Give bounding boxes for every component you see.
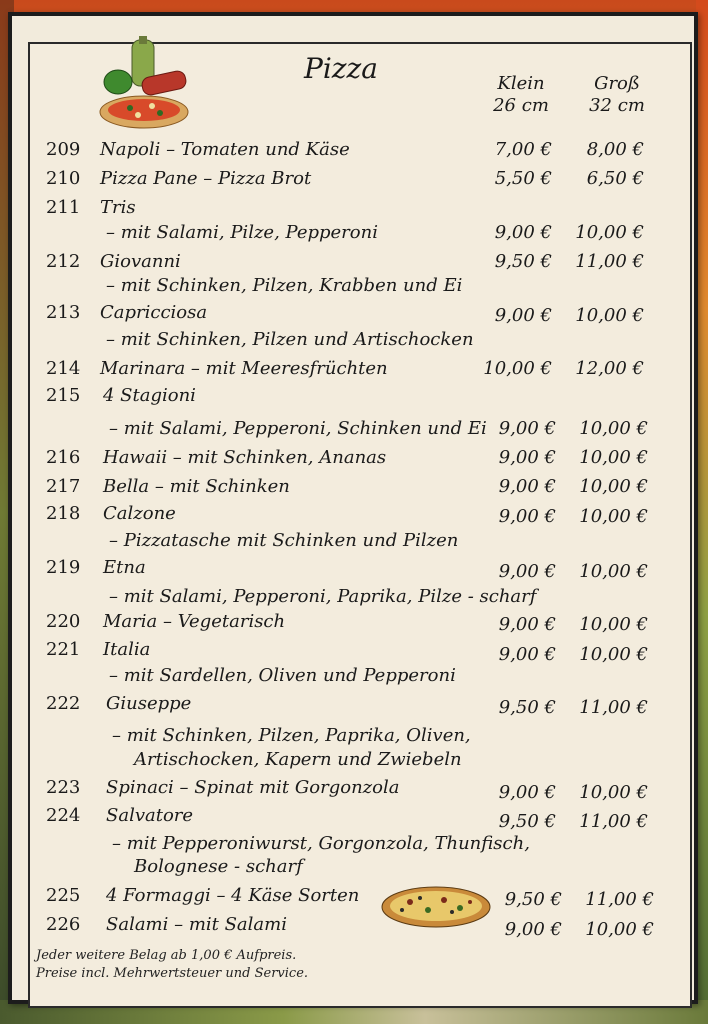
- item-number: 209: [46, 139, 81, 160]
- item-price-large: 10,00 €: [579, 506, 648, 527]
- item-price-small: 9,00 €: [498, 782, 556, 803]
- item-price-large: 11,00 €: [579, 697, 648, 718]
- column-header-large-label: Groß: [594, 73, 640, 94]
- item-description: – Pizzatasche mit Schinken und Pilzen: [109, 530, 459, 551]
- item-description: – mit Salami, Pepperoni, Schinken und Ei: [109, 418, 487, 439]
- item-price-small: 9,00 €: [498, 418, 556, 439]
- item-name: Spinaci – Spinat mit Gorgonzola: [106, 777, 400, 798]
- item-price-large: 8,00 €: [586, 139, 644, 160]
- item-description-continued: Bolognese - scharf: [134, 856, 303, 877]
- item-price-small: 7,00 €: [494, 139, 552, 160]
- item-name: Giovanni: [100, 251, 181, 272]
- item-number: 226: [46, 914, 81, 935]
- menu-card: [8, 12, 698, 1004]
- item-price-large: 11,00 €: [585, 889, 654, 910]
- item-price-large: 10,00 €: [575, 222, 644, 243]
- item-price-small: 9,00 €: [504, 919, 562, 940]
- item-price-small: 9,50 €: [504, 889, 562, 910]
- item-price-small: 9,00 €: [498, 476, 556, 497]
- item-price-small: 5,50 €: [494, 168, 552, 189]
- item-price-large: 10,00 €: [575, 305, 644, 326]
- item-price-large: 10,00 €: [579, 447, 648, 468]
- item-name: Salami – mit Salami: [106, 914, 287, 935]
- item-price-large: 6,50 €: [586, 168, 644, 189]
- item-price-large: 10,00 €: [579, 644, 648, 665]
- item-price-large: 10,00 €: [579, 561, 648, 582]
- page-title: Pizza: [304, 52, 378, 85]
- item-description: – mit Pepperoniwurst, Gorgonzola, Thunfisch,: [112, 833, 530, 854]
- pizza-ingredients-icon: [94, 36, 206, 132]
- item-price-large: 10,00 €: [585, 919, 654, 940]
- item-price-small: 9,00 €: [498, 561, 556, 582]
- item-number: 225: [46, 885, 81, 906]
- item-price-small: 9,00 €: [494, 305, 552, 326]
- item-price-small: 9,50 €: [498, 697, 556, 718]
- item-number: 211: [46, 197, 81, 218]
- column-header-small-label: Klein: [497, 73, 545, 94]
- item-number: 213: [46, 302, 81, 323]
- item-number: 224: [46, 805, 81, 826]
- item-price-small: 9,00 €: [498, 506, 556, 527]
- item-price-large: 10,00 €: [579, 614, 648, 635]
- item-number: 215: [46, 385, 81, 406]
- item-number: 217: [46, 476, 81, 497]
- item-name: Hawaii – mit Schinken, Ananas: [103, 447, 387, 468]
- item-price-small: 10,00 €: [483, 358, 552, 379]
- item-price-large: 10,00 €: [579, 782, 648, 803]
- item-price-small: 9,00 €: [498, 447, 556, 468]
- item-number: 221: [46, 639, 81, 660]
- item-name: Bella – mit Schinken: [103, 476, 290, 497]
- item-description: – mit Salami, Pepperoni, Paprika, Pilze - scharf: [109, 586, 537, 607]
- item-number: 220: [46, 611, 81, 632]
- item-name: Marinara – mit Meeresfrüchten: [100, 358, 388, 379]
- item-name: Italia: [103, 639, 151, 660]
- item-description-continued: Artischocken, Kapern und Zwiebeln: [134, 749, 462, 770]
- item-name: Pizza Pane – Pizza Brot: [100, 168, 312, 189]
- item-price-large: 11,00 €: [579, 811, 648, 832]
- item-number: 218: [46, 503, 81, 524]
- column-header-large-size: 32 cm: [589, 95, 645, 116]
- item-description: – mit Schinken, Pilzen, Krabben und Ei: [106, 275, 463, 296]
- item-price-small: 9,00 €: [498, 614, 556, 635]
- item-number: 216: [46, 447, 81, 468]
- item-description: – mit Salami, Pilze, Pepperoni: [106, 222, 378, 243]
- item-number: 210: [46, 168, 81, 189]
- item-name: Tris: [100, 197, 136, 218]
- pizza-icon: [380, 884, 492, 930]
- footer-note-vat: Preise incl. Mehrwertsteuer und Service.: [36, 966, 309, 981]
- footer-note-topping: Jeder weitere Belag ab 1,00 € Aufpreis.: [36, 948, 297, 963]
- item-name: Capricciosa: [100, 302, 208, 323]
- item-price-small: 9,50 €: [498, 811, 556, 832]
- item-number: 222: [46, 693, 81, 714]
- item-name: Calzone: [103, 503, 176, 524]
- item-price-small: 9,00 €: [498, 644, 556, 665]
- item-number: 223: [46, 777, 81, 798]
- item-price-small: 9,50 €: [494, 251, 552, 272]
- item-price-large: 10,00 €: [579, 476, 648, 497]
- item-price-large: 12,00 €: [575, 358, 644, 379]
- item-description: – mit Schinken, Pilzen, Paprika, Oliven,: [112, 725, 471, 746]
- item-number: 219: [46, 557, 81, 578]
- item-name: Salvatore: [106, 805, 194, 826]
- item-price-large: 11,00 €: [575, 251, 644, 272]
- item-name: 4 Stagioni: [103, 385, 196, 406]
- item-name: Napoli – Tomaten und Käse: [100, 139, 350, 160]
- item-description: – mit Sardellen, Oliven und Pepperoni: [109, 665, 456, 686]
- item-name: Maria – Vegetarisch: [103, 611, 286, 632]
- item-name: 4 Formaggi – 4 Käse Sorten: [106, 885, 360, 906]
- item-name: Etna: [103, 557, 146, 578]
- column-header-small-size: 26 cm: [493, 95, 549, 116]
- item-number: 212: [46, 251, 81, 272]
- item-description: – mit Schinken, Pilzen und Artischocken: [106, 329, 474, 350]
- item-price-small: 9,00 €: [494, 222, 552, 243]
- item-name: Giuseppe: [106, 693, 192, 714]
- item-price-large: 10,00 €: [579, 418, 648, 439]
- item-number: 214: [46, 358, 81, 379]
